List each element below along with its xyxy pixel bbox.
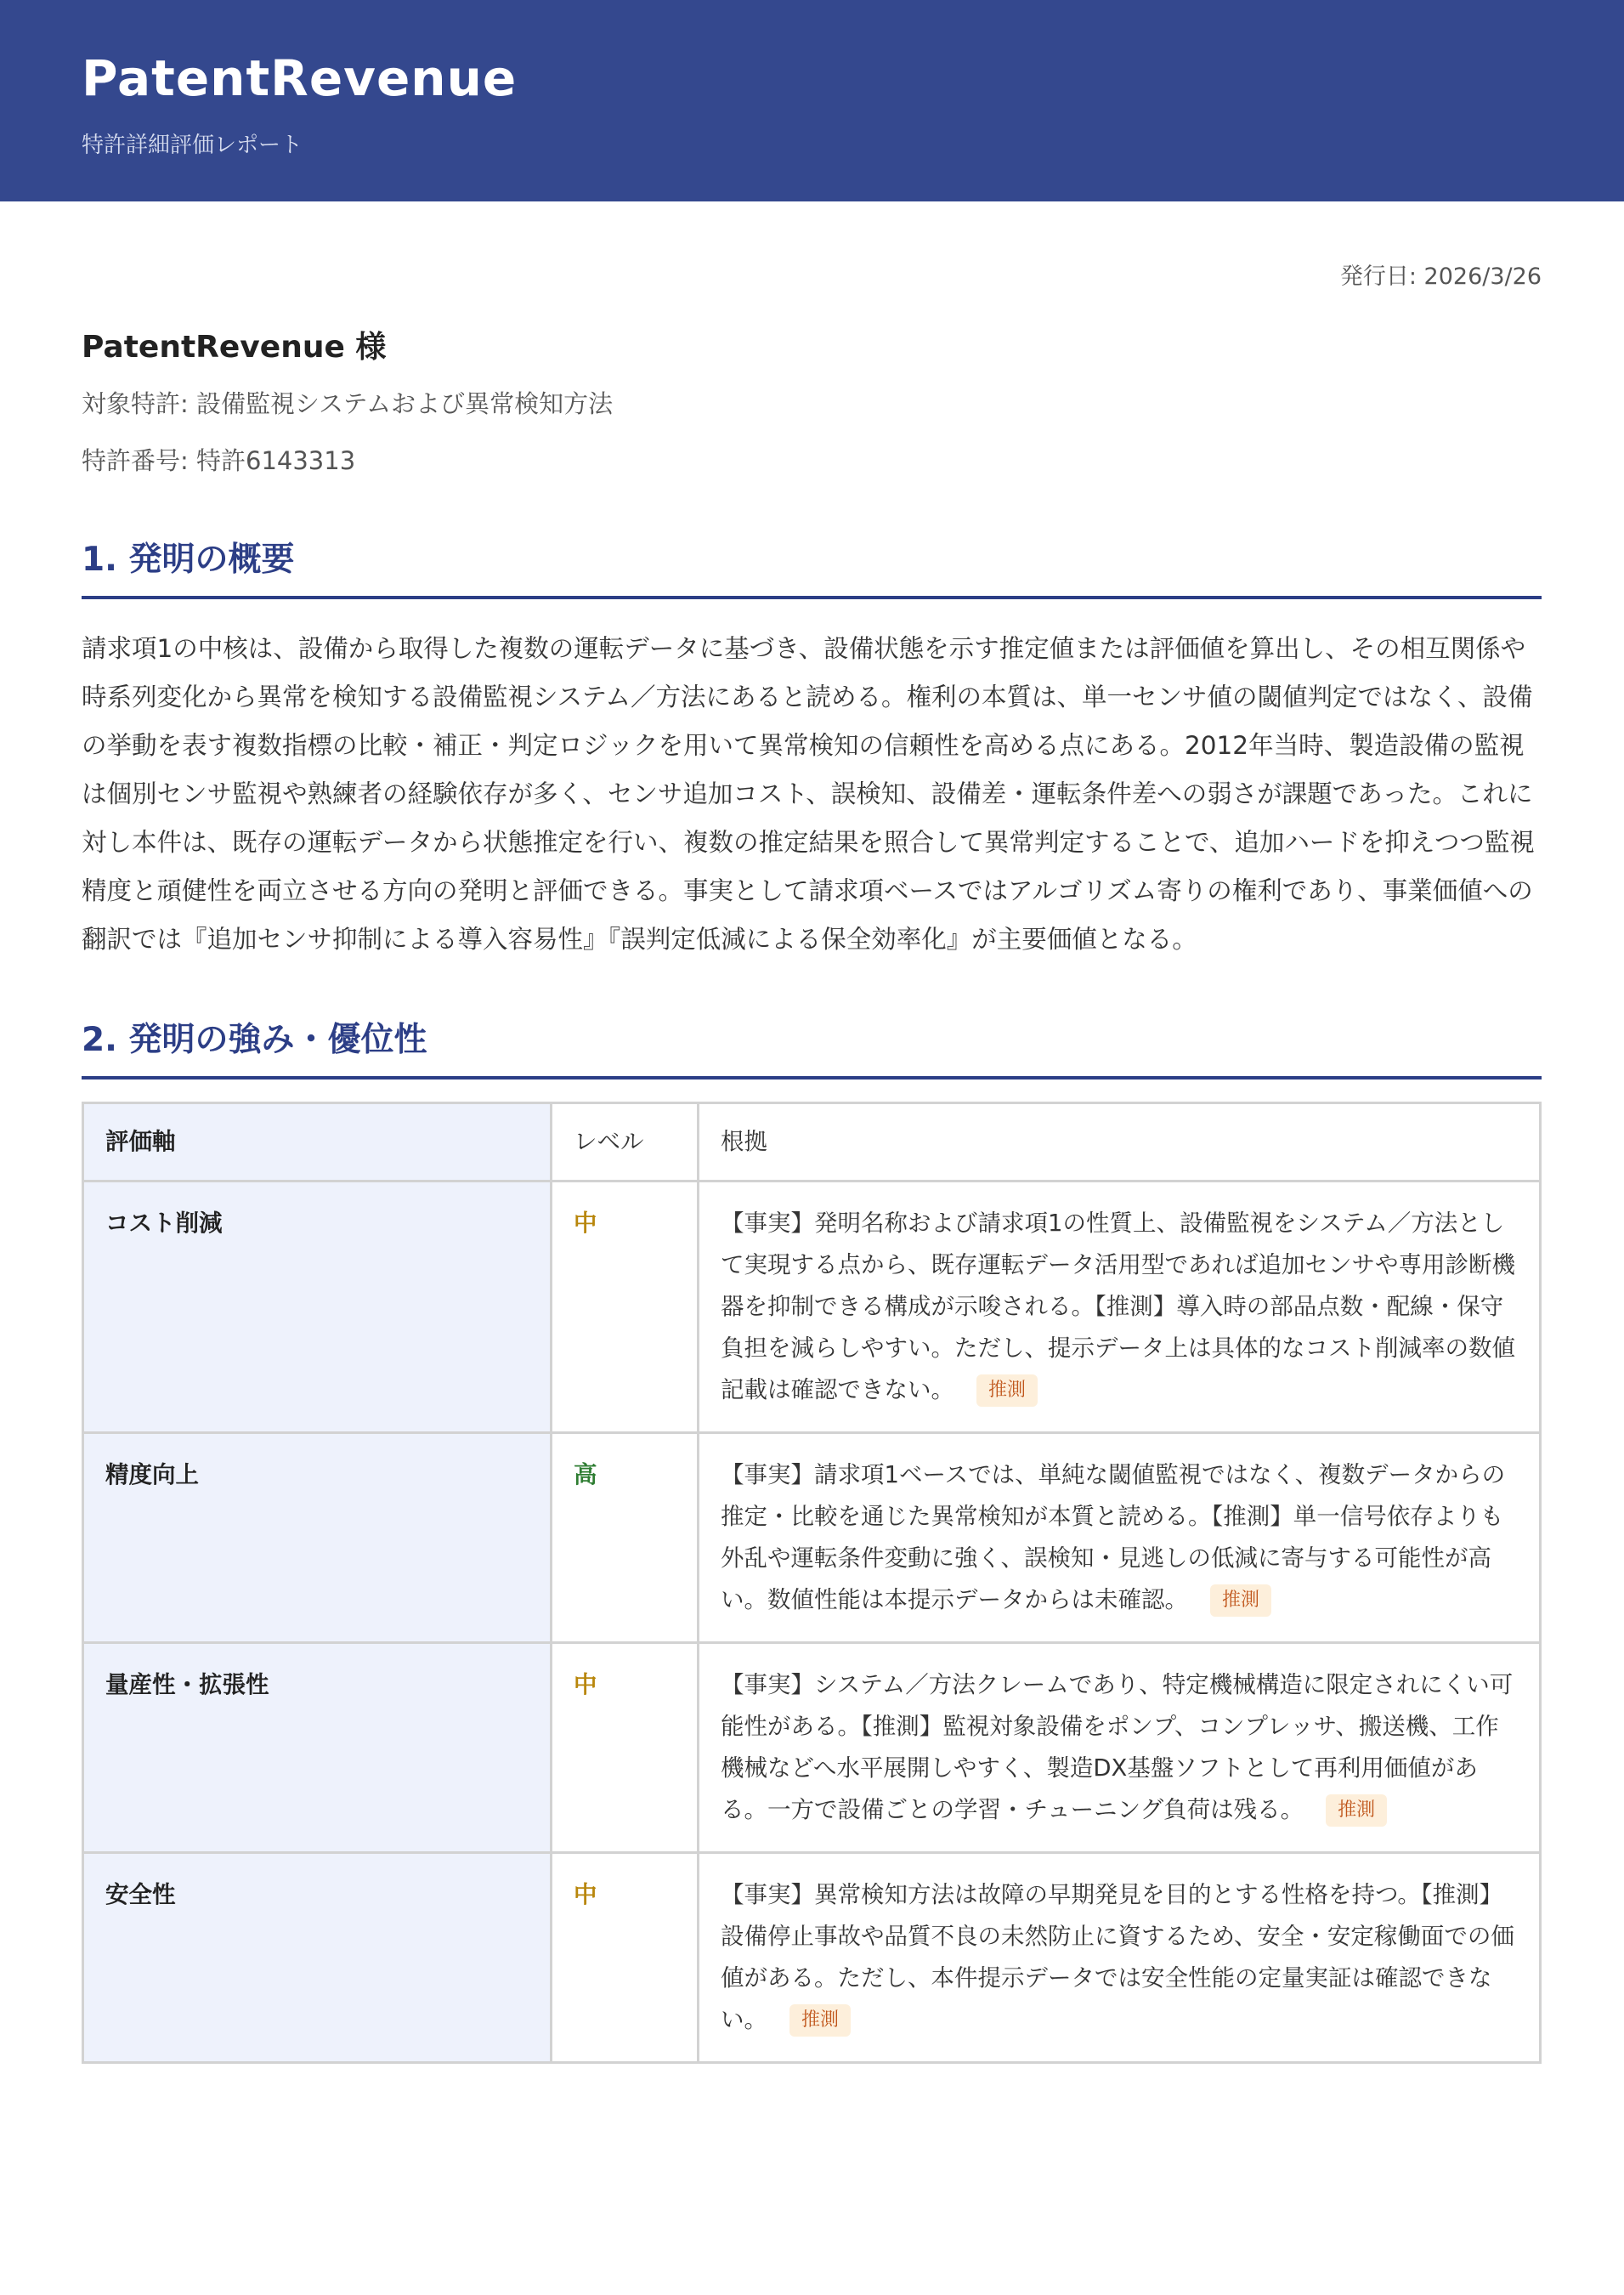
client-name: PatentRevenue 様 [82,330,387,365]
table-row [83,1182,1541,1433]
column-header-axis: 評価軸 [83,1103,552,1182]
subject-patent: 対象特許: 設備監視システムおよび異常検知方法 [82,389,614,418]
level-cell: 中 [552,1182,699,1433]
column-header-level: レベル [552,1103,699,1182]
inference-badge: 推測 [1210,1584,1271,1617]
inference-badge: 推測 [789,2004,851,2037]
column-header-basis: 根拠 [699,1103,1541,1182]
app-title: PatentRevenue [82,49,518,107]
basis-cell [699,1182,1541,1433]
section-heading-strengths: 2. 発明の強み・優位性 [82,1013,1542,1080]
table-header-row [83,1103,1541,1182]
axis-cell: コスト削減 [83,1182,552,1433]
report-body [0,258,1624,2064]
overview-text: 請求項1の中核は、設備から取得した複数の運転データに基づき、設備状態を示す推定値または評価値を算出し、その相互関係や時系列変化から異常を検知する設備監視システム／方法にあると読める。権利の本質は、単一センサ値の閾値判定ではなく、設備の挙動を表す複数指標の比較・補正・判定ロジックを用いて異常検知の信頼性を高める点にある。2012年当時、製造設備の監視は個別センサ監視や熟練者の経験依存が多く、センサ追加コスト、誤検知、設備差・運転条件差への弱さが課題であった。これに対し本件は、既存の運転データから状態推定を行い、複数の推定結果を照合して異常判定することで、追加ハードを抑えつつ監視精度と頑健性を両立させる方向の発明と評価できる。事実として請求項ベースではアルゴリズム寄りの権利であり、事業価値への翻訳では『追加センサ抑制による導入容易性』『誤判定低減による保全効率化』が主要価値となる。 [82,634,1535,954]
table-row [83,1643,1541,1853]
basis-cell [699,1853,1541,2063]
axis-cell: 安全性 [83,1853,552,2063]
table-row [83,1853,1541,2063]
report-header [0,0,1624,201]
section-heading-overview: 1. 発明の概要 [82,533,1542,599]
basis-cell [699,1433,1541,1643]
patent-number: 特許番号: 特許6143313 [82,446,356,475]
axis-cell: 精度向上 [83,1433,552,1643]
issue-date: 発行日: 2026/3/26 [1339,264,1542,290]
level-cell: 中 [552,1643,699,1853]
axis-cell: 量産性・拡張性 [83,1643,552,1853]
level-cell: 高 [552,1433,699,1643]
strengths-table [82,1102,1542,2064]
basis-text: 【事実】システム／方法クレームであり、特定機械構造に限定されにくい可能性がある。【推測】監視対象設備をポンプ、コンプレッサ、搬送機、工作機械などへ水平展開しやすく、製造DX基盤ソフトとして再利用価値がある。一方で設備ごとの学習・チューニング負荷は残る。 [721,1671,1514,1823]
table-row [83,1433,1541,1643]
basis-text: 【事実】異常検知方法は故障の早期発見を目的とする性格を持つ。【推測】設備停止事故や品質不良の未然防止に資するため、安全・安定稼働面での価値がある。ただし、本件提示データでは安全性能の定量実証は確認できない。 [721,1881,1514,2033]
basis-cell [699,1643,1541,1853]
level-cell: 中 [552,1853,699,2063]
inference-badge: 推測 [1326,1794,1387,1827]
report-subtitle: 特許詳細評価レポート [82,133,303,158]
inference-badge: 推測 [976,1374,1038,1407]
basis-text: 【事実】請求項1ベースでは、単純な閾値監視ではなく、複数データからの推定・比較を通じた異常検知が本質と読める。【推測】単一信号依存よりも外乱や運転条件変動に強く、誤検知・見逃しの低減に寄与する可能性が高い。数値性能は本提示データからは未確認。 [721,1461,1506,1613]
basis-text: 【事実】発明名称および請求項1の性質上、設備監視をシステム／方法として実現する点から、既存運転データ活用型であれば追加センサや専用診断機器を抑制できる構成が示唆される。【推測】導入時の部品点数・配線・保守負担を減らしやすい。ただし、提示データ上は具体的なコスト削減率の数値記載は確認できない。 [721,1210,1515,1403]
